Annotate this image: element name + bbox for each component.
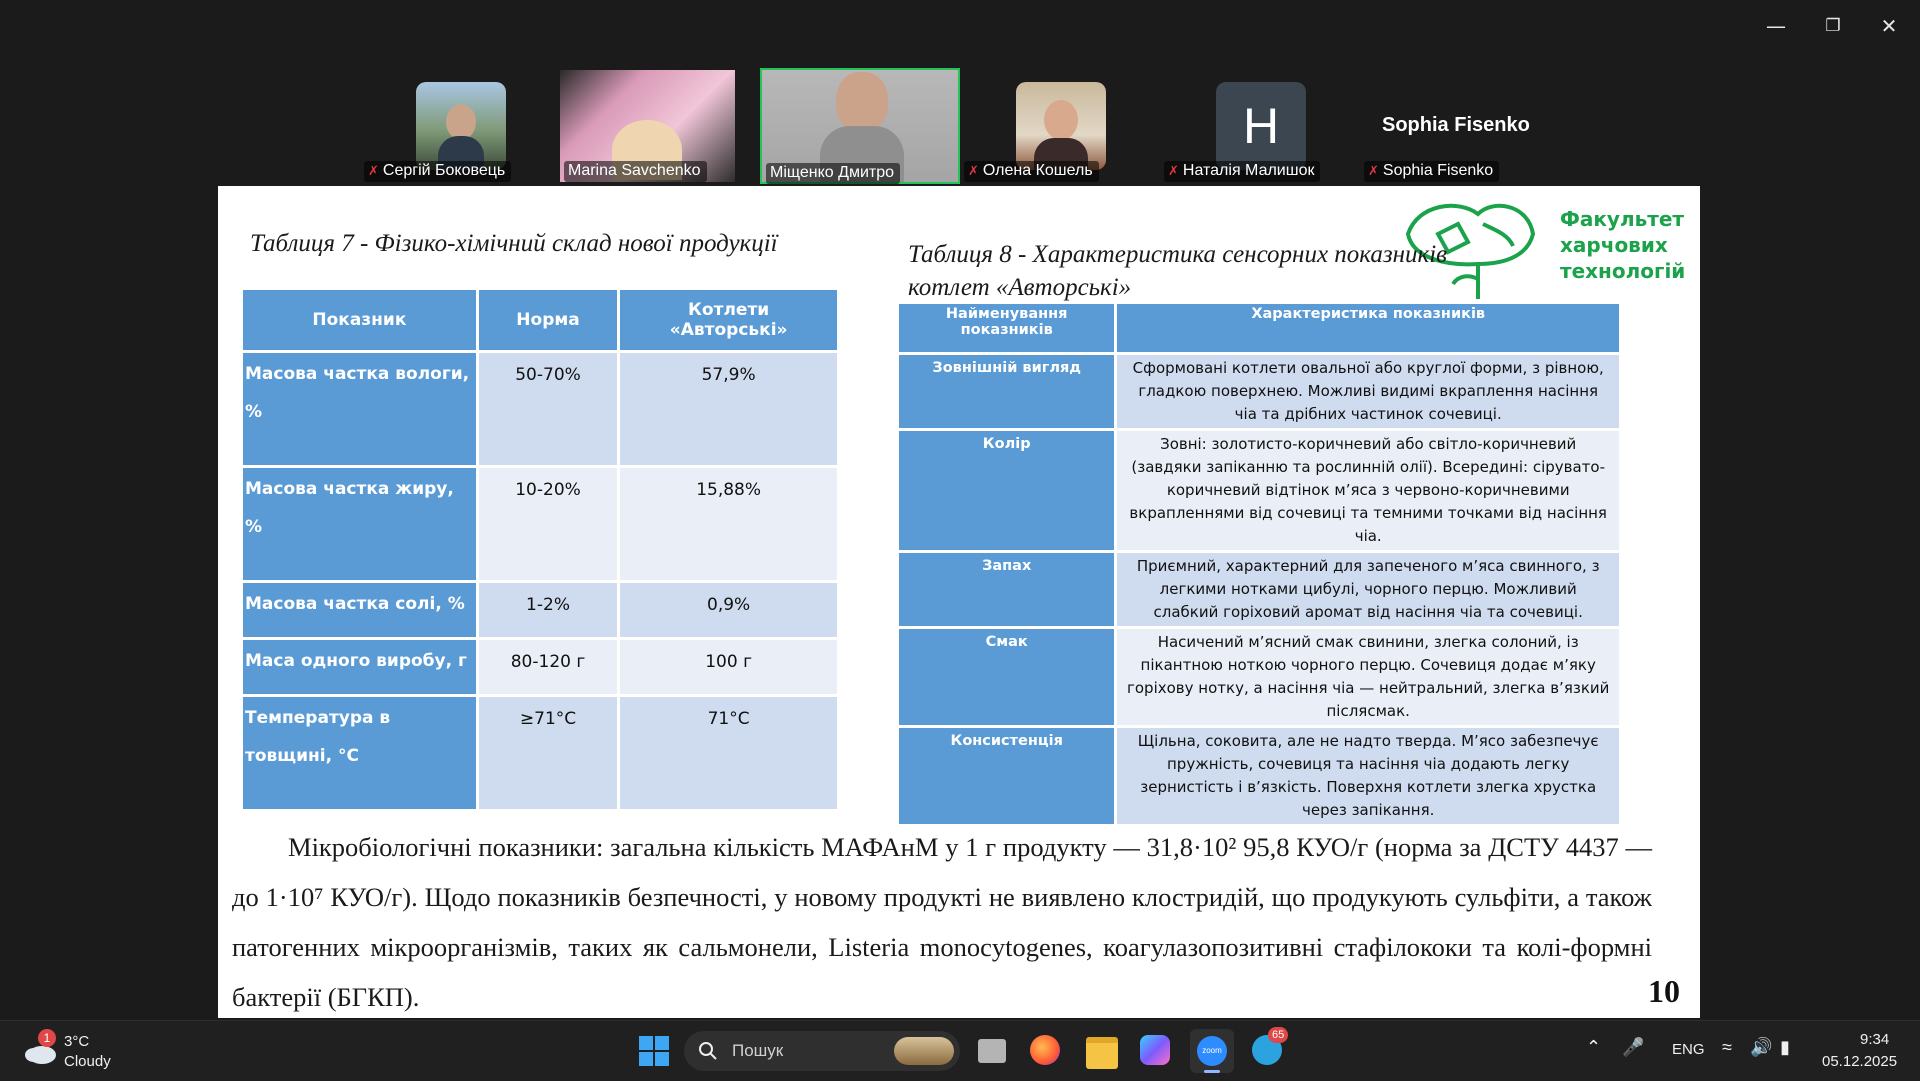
participant-name: Marina Savchenko	[568, 162, 701, 179]
participant-tile[interactable]	[964, 68, 1114, 184]
firefox-icon[interactable]	[1030, 1035, 1060, 1065]
faculty-logo-text: Факультет харчових технологій	[1560, 207, 1686, 283]
mic-muted-icon: ✗	[968, 163, 979, 178]
participant-tile[interactable]	[1364, 68, 1534, 184]
search-box[interactable]	[684, 1031, 960, 1071]
table-row: Маса одного виробу, г 80-120 г 100 г	[243, 640, 837, 694]
participant-tile[interactable]	[560, 68, 735, 184]
participant-tile[interactable]	[1164, 68, 1334, 184]
weather-temp: 3°C	[64, 1033, 90, 1050]
weather-badge: 1	[38, 1029, 56, 1047]
weather-desc: Cloudy	[64, 1053, 111, 1070]
table-header: Показник	[243, 290, 476, 350]
table-row: Колір Зовні: золотисто-коричневий або світло-коричневий (завдяки запіканню та рослинній олії). Всередині: сірувато-коричневий відтінок м’яса з червоно-коричневими вкрапленнями від сочевиці та темними точками від насіння чіа.	[899, 431, 1619, 550]
participant-title: Sophia Fisenko	[1382, 114, 1530, 136]
telegram-icon[interactable]	[1252, 1029, 1285, 1065]
battery-icon[interactable]: ▮	[1780, 1037, 1790, 1057]
start-button[interactable]	[638, 1035, 670, 1067]
participant-name: Міщенко Дмитро	[770, 164, 895, 181]
table-row: Запах Приємний, характерний для запеченого м’яса свинного, з легкими нотками цибулі, чорного перцю. Можливий слабкий горіховий аромат від насіння чіа та сочевиці.	[899, 553, 1619, 626]
table-row: Смак Насичений м’ясний смак свинини, злегка солоний, із пікантною ноткою чорного перцю. Сочевиця додає м’яку горіхову нотку, а насіння чіа — нейтральний, злегка в’язкий післясмак.	[899, 629, 1619, 725]
language-indicator[interactable]: ENG	[1672, 1041, 1705, 1058]
table7	[240, 287, 840, 812]
avatar	[416, 82, 506, 170]
mic-muted-icon: ✗	[1368, 163, 1379, 178]
task-view-icon[interactable]	[978, 1039, 1006, 1063]
table7-caption: Таблиця 7 - Фізико-хімічний склад нової продукції	[250, 230, 778, 257]
table-row: Масова частка вологи, % 50-70% 57,9%	[243, 353, 837, 465]
table-row: Масова частка жиру, % 10-20% 15,88%	[243, 468, 837, 580]
participant-name: Сергій Боковець	[382, 162, 506, 179]
shared-slide	[218, 186, 1700, 1018]
participant-strip	[0, 68, 1920, 184]
table8	[896, 301, 1622, 827]
participant-name: Олена Кошель	[982, 162, 1093, 179]
file-explorer-icon[interactable]	[1086, 1037, 1118, 1069]
table-header: Характеристика показників	[1117, 304, 1619, 352]
telegram-badge: 65	[1268, 1027, 1288, 1043]
microphone-icon[interactable]: 🎤	[1622, 1037, 1645, 1057]
avatar: Н	[1216, 82, 1306, 170]
participant-tile-active[interactable]	[760, 68, 960, 184]
table8-caption: Таблиця 8 - Характеристика сенсорних показників котлет «Авторські»	[908, 241, 1448, 301]
table-header: Норма	[479, 290, 617, 350]
table-row: Консистенція Щільна, соковита, але не надто тверда. М’ясо забезпечує пружність, сочевиця та насіння чіа додають легку зернистість і в’язкість. Поверхня котлети злегка хрустка через запікання.	[899, 728, 1619, 824]
windows-icon	[638, 1035, 670, 1067]
wifi-icon[interactable]: ≈	[1722, 1037, 1732, 1057]
search-icon	[698, 1041, 718, 1061]
close-button[interactable]: ✕	[1880, 14, 1898, 38]
table-row: Температура в товщині, °С ≥71°С 71°С	[243, 697, 837, 809]
table-row: Масова частка солі, % 1-2% 0,9%	[243, 583, 837, 637]
volume-icon[interactable]: 🔊	[1750, 1037, 1773, 1057]
restore-button[interactable]: ❐	[1825, 16, 1841, 36]
slide-paragraph: Мікробіологічні показники: загальна кількість МАФАнМ у 1 г продукту — 31,8·10² 95,8 КУО/г (норма за ДСТУ 4437 — до 1·10⁷ КУО/г). Щодо показників безпечності, у новому продукті не виявлено клостридій, що продукують сульфіти, а також патогенних мікроорганізмів, таких як сальмонели, Listeria monocytogenes, коагулазопозитивні стафілококи та колі-формні бактерії (БГКП).	[232, 832, 1652, 1012]
search-highlight-image	[894, 1037, 954, 1065]
page-number: 10	[1648, 973, 1680, 1009]
taskbar	[0, 1020, 1920, 1081]
clock-date[interactable]: 05.12.2025	[1822, 1053, 1898, 1070]
search-placeholder: Пошук	[732, 1041, 784, 1060]
clock-time[interactable]: 9:34	[1860, 1031, 1890, 1048]
tray-chevron-icon[interactable]: ⌃	[1586, 1037, 1602, 1057]
minimize-button[interactable]: —	[1766, 14, 1786, 38]
copilot-icon[interactable]	[1140, 1035, 1170, 1065]
table-header: Найменування показників	[899, 304, 1114, 352]
participant-name: Sophia Fisenko	[1382, 162, 1494, 179]
table-row: Зовнішній вигляд Сформовані котлети овальної або круглої форми, з рівною, гладкою поверхнею. Можливі видимі вкраплення насіння чіа та дрібних частинок сочевиці.	[899, 355, 1619, 428]
mic-muted-icon: ✗	[368, 163, 379, 178]
mic-muted-icon: ✗	[1168, 163, 1179, 178]
zoom-icon[interactable]: zoom	[1190, 1029, 1234, 1073]
participant-tile[interactable]	[364, 68, 514, 184]
weather-widget[interactable]	[20, 1029, 130, 1073]
participant-name: Наталія Малишок	[1182, 162, 1315, 179]
avatar	[1016, 82, 1106, 170]
table-header: Котлети «Авторські»	[620, 290, 837, 350]
